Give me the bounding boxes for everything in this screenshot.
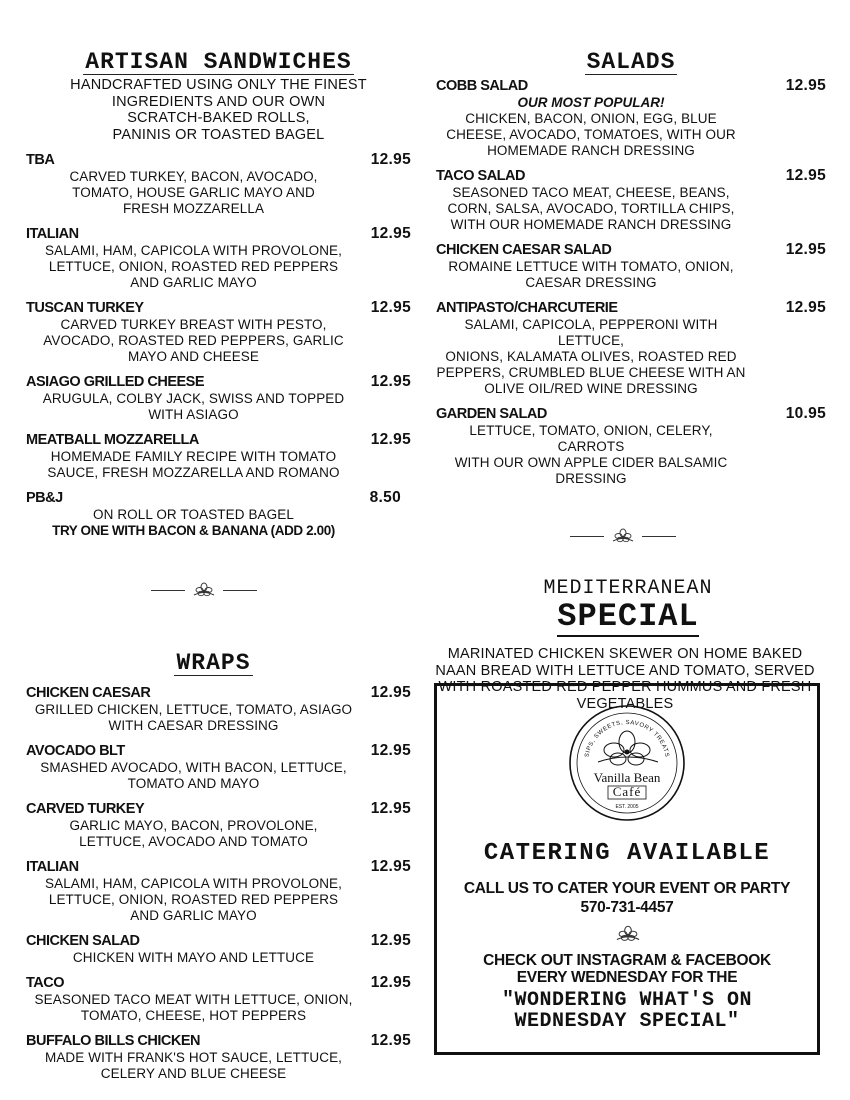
logo-name-line1: Vanilla Bean bbox=[593, 770, 661, 785]
item-price: 12.95 bbox=[370, 1032, 411, 1049]
item-price: 12.95 bbox=[370, 974, 411, 991]
item-price: 12.95 bbox=[370, 225, 411, 242]
description-line: SMASHED AVOCADO, WITH BACON, LETTUCE, bbox=[40, 760, 347, 775]
description-line: PEPPERS, CRUMBLED BLUE CHEESE WITH AN bbox=[436, 365, 746, 380]
item-description bbox=[26, 992, 411, 1024]
item-name: COBB SALAD bbox=[436, 78, 528, 94]
item-price: 8.50 bbox=[369, 489, 401, 506]
tagline-line: INGREDIENTS AND OUR OWN bbox=[111, 93, 326, 110]
description-line: SALAMI, HAM, CAPICOLA WITH PROVOLONE, bbox=[44, 876, 342, 891]
description-line: AVOCADO, ROASTED RED PEPPERS, GARLIC bbox=[43, 333, 344, 348]
right-column bbox=[436, 50, 826, 712]
item-name: TUSCAN TURKEY bbox=[26, 300, 144, 316]
description-line: VEGETABLES bbox=[576, 695, 674, 712]
salads-title-wrap bbox=[436, 50, 826, 75]
catering-call-line: CALL US TO CATER YOUR EVENT OR PARTY bbox=[463, 880, 791, 897]
item-description bbox=[436, 185, 826, 233]
item-description bbox=[26, 391, 411, 423]
item-price: 12.95 bbox=[370, 932, 411, 949]
description-line: SEASONED TACO MEAT, CHEESE, BEANS, bbox=[452, 185, 730, 200]
flower-ornament-icon bbox=[191, 581, 217, 599]
item-description bbox=[26, 818, 411, 850]
logo-name-line2: Café bbox=[612, 784, 642, 799]
item-name: MEATBALL MOZZARELLA bbox=[26, 432, 199, 448]
sandwiches-title: ARTISAN SANDWICHES bbox=[85, 49, 352, 75]
menu-item bbox=[436, 405, 826, 487]
logo-est: EST. 2005 bbox=[615, 804, 639, 810]
flower-ornament-icon bbox=[610, 527, 636, 545]
salad-list bbox=[436, 77, 826, 487]
wraps-title-wrap bbox=[26, 651, 411, 676]
item-name: CHICKEN CAESAR SALAD bbox=[436, 242, 612, 258]
description-line: CORN, SALSA, AVOCADO, TORTILLA CHIPS, bbox=[447, 201, 735, 216]
menu-item bbox=[26, 974, 411, 1024]
description-line: NAAN BREAD WITH LETTUCE AND TOMATO, SERVED bbox=[435, 662, 815, 679]
item-price: 12.95 bbox=[785, 241, 826, 258]
item-price: 12.95 bbox=[785, 299, 826, 316]
menu-item bbox=[436, 241, 826, 291]
description-line: GARLIC MAYO, BACON, PROVOLONE, bbox=[69, 818, 318, 833]
menu-item bbox=[26, 800, 411, 850]
catering-phone[interactable]: 570-731-4457 bbox=[580, 899, 674, 916]
item-name: TACO bbox=[26, 975, 65, 991]
description-line: HOMEMADE RANCH DRESSING bbox=[487, 143, 695, 158]
item-name: ANTIPASTO/CHARCUTERIE bbox=[436, 300, 618, 316]
description-line: LETTUCE, TOMATO, ONION, CELERY, CARROTS bbox=[469, 423, 713, 454]
menu-item bbox=[436, 299, 826, 397]
menu-item bbox=[26, 431, 411, 481]
description-line: WITH OUR HOMEMADE RANCH DRESSING bbox=[450, 217, 732, 232]
description-line: WITH OUR OWN APPLE CIDER BALSAMIC bbox=[454, 455, 728, 470]
item-price: 10.95 bbox=[785, 405, 826, 422]
menu-item bbox=[436, 77, 826, 159]
promo-line: "WONDERING WHAT'S ON bbox=[501, 989, 753, 1012]
item-price: 12.95 bbox=[370, 373, 411, 390]
popular-note: OUR MOST POPULAR! bbox=[517, 95, 665, 110]
item-price: 12.95 bbox=[370, 684, 411, 701]
promo-line: WEDNESDAY SPECIAL" bbox=[514, 1010, 740, 1033]
divider-line bbox=[223, 590, 257, 591]
item-description bbox=[26, 243, 411, 291]
special-title: SPECIAL bbox=[557, 598, 699, 635]
description-line: CARVED TURKEY, BACON, AVOCADO, bbox=[69, 169, 318, 184]
description-line: HOMEMADE FAMILY RECIPE WITH TOMATO bbox=[50, 449, 337, 464]
item-price: 12.95 bbox=[370, 299, 411, 316]
menu-item bbox=[26, 225, 411, 291]
item-name: CHICKEN CAESAR bbox=[26, 685, 151, 701]
item-price: 12.95 bbox=[785, 167, 826, 184]
item-name: GARDEN SALAD bbox=[436, 406, 547, 422]
description-line: AND GARLIC MAYO bbox=[130, 275, 257, 290]
item-price: 12.95 bbox=[370, 742, 411, 759]
menu-item bbox=[26, 1032, 411, 1082]
item-description bbox=[26, 169, 411, 217]
item-name: CARVED TURKEY bbox=[26, 801, 145, 817]
item-description bbox=[26, 760, 411, 792]
social-line: CHECK OUT INSTAGRAM & FACEBOOK bbox=[483, 952, 771, 969]
item-description bbox=[26, 702, 411, 734]
item-description bbox=[436, 259, 826, 291]
item-description bbox=[26, 507, 411, 523]
wraps-title: WRAPS bbox=[176, 650, 251, 676]
item-description bbox=[436, 423, 826, 487]
menu-item bbox=[26, 932, 411, 966]
description-line: AND GARLIC MAYO bbox=[130, 908, 257, 923]
description-line: LETTUCE, ONION, ROASTED RED PEPPERS bbox=[48, 259, 339, 274]
tagline-line: HANDCRAFTED USING ONLY THE FINEST bbox=[70, 77, 367, 93]
description-line: CHICKEN WITH MAYO AND LETTUCE bbox=[72, 950, 315, 965]
item-price: 12.95 bbox=[370, 800, 411, 817]
divider-line bbox=[570, 536, 604, 537]
menu-item bbox=[26, 373, 411, 423]
item-price: 12.95 bbox=[785, 77, 826, 94]
description-line: CHICKEN, BACON, ONION, EGG, BLUE bbox=[465, 111, 717, 126]
item-description bbox=[26, 1050, 411, 1082]
item-name: CHICKEN SALAD bbox=[26, 933, 140, 949]
description-line: ROMAINE LETTUCE WITH TOMATO, ONION, bbox=[448, 259, 734, 274]
description-line: SALAMI, CAPICOLA, PEPPERONI WITH LETTUCE, bbox=[464, 317, 718, 348]
social-promo bbox=[437, 952, 817, 986]
item-extra-offer: TRY ONE WITH BACON & BANANA (ADD 2.00) bbox=[52, 523, 335, 538]
item-description bbox=[26, 950, 411, 966]
description-line: TOMATO, HOUSE GARLIC MAYO AND bbox=[72, 185, 315, 200]
description-line: SEASONED TACO MEAT WITH LETTUCE, ONION, bbox=[34, 992, 353, 1007]
tagline-line: SCRATCH-BAKED ROLLS, bbox=[127, 110, 310, 126]
menu-item bbox=[26, 489, 411, 539]
description-line: LETTUCE, AVOCADO AND TOMATO bbox=[79, 834, 308, 849]
divider bbox=[26, 581, 411, 599]
description-line: GRILLED CHICKEN, LETTUCE, TOMATO, ASIAGO bbox=[34, 702, 353, 717]
catering-contact bbox=[437, 879, 817, 917]
tagline-line: PANINIS OR TOASTED BAGEL bbox=[112, 126, 325, 143]
sandwiches-tagline bbox=[26, 77, 411, 143]
description-line: DRESSING bbox=[555, 471, 627, 486]
description-line: WITH ASIAGO bbox=[148, 407, 239, 422]
description-line: CARVED TURKEY BREAST WITH PESTO, bbox=[60, 317, 327, 332]
description-line: WITH CAESAR DRESSING bbox=[108, 718, 279, 733]
special-subtitle: MEDITERRANEAN bbox=[543, 577, 713, 600]
description-line: MARINATED CHICKEN SKEWER ON HOME BAKED bbox=[447, 646, 803, 662]
item-description bbox=[436, 317, 826, 397]
item-name: TACO SALAD bbox=[436, 168, 525, 184]
special-title-wrap bbox=[436, 600, 820, 634]
menu-item bbox=[26, 299, 411, 365]
description-line: CAESAR DRESSING bbox=[525, 275, 657, 290]
description-line: WITH ROASTED RED PEPPER HUMMUS AND FRESH bbox=[438, 679, 812, 695]
item-description bbox=[436, 111, 826, 159]
sandwich-list bbox=[26, 151, 411, 539]
salads-title: SALADS bbox=[586, 49, 676, 75]
description-line: MAYO AND CHEESE bbox=[127, 349, 260, 364]
description-line: FRESH MOZZARELLA bbox=[122, 201, 265, 216]
catering-title: CATERING AVAILABLE bbox=[483, 840, 771, 867]
item-price: 12.95 bbox=[370, 431, 411, 448]
left-column bbox=[26, 50, 411, 1082]
description-line: SALAMI, HAM, CAPICOLA WITH PROVOLONE, bbox=[44, 243, 342, 258]
menu-item bbox=[26, 151, 411, 217]
divider bbox=[436, 527, 826, 545]
item-price: 12.95 bbox=[370, 858, 411, 875]
logo-arc-text: SIPS, SWEETS, SAVORY TREATS bbox=[584, 719, 670, 758]
description-line: TOMATO, CHEESE, HOT PEPPERS bbox=[80, 1008, 307, 1023]
description-line: TOMATO AND MAYO bbox=[127, 776, 260, 791]
description-line: CELERY AND BLUE CHEESE bbox=[100, 1066, 287, 1081]
item-name: ITALIAN bbox=[26, 859, 79, 875]
divider-line bbox=[151, 590, 185, 591]
item-name: BUFFALO BILLS CHICKEN bbox=[26, 1033, 200, 1049]
social-line: EVERY WEDNESDAY FOR THE bbox=[516, 969, 738, 986]
flower-ornament-icon bbox=[613, 924, 643, 944]
description-line: MADE WITH FRANK'S HOT SAUCE, LETTUCE, bbox=[44, 1050, 343, 1065]
item-name: PB&J bbox=[26, 490, 63, 506]
description-line: CHEESE, AVOCADO, TOMATOES, WITH OUR bbox=[446, 127, 736, 142]
item-price: 12.95 bbox=[370, 151, 411, 168]
item-name: TBA bbox=[26, 152, 55, 168]
vanilla-bean-cafe-logo bbox=[568, 704, 686, 822]
catering-box bbox=[434, 683, 820, 1055]
item-name: ITALIAN bbox=[26, 226, 79, 242]
item-description bbox=[26, 876, 411, 924]
description-line: ON ROLL OR TOASTED BAGEL bbox=[93, 507, 294, 522]
item-description bbox=[26, 317, 411, 365]
menu-item bbox=[436, 167, 826, 233]
item-name: ASIAGO GRILLED CHEESE bbox=[26, 374, 205, 390]
wrap-list bbox=[26, 684, 411, 1082]
menu-item bbox=[26, 684, 411, 734]
item-description bbox=[26, 449, 411, 481]
item-name: AVOCADO BLT bbox=[26, 743, 125, 759]
description-line: OLIVE OIL/RED WINE DRESSING bbox=[484, 381, 698, 396]
wednesday-special-promo bbox=[437, 990, 817, 1032]
description-line: LETTUCE, ONION, ROASTED RED PEPPERS bbox=[48, 892, 339, 907]
sandwiches-title-wrap bbox=[26, 50, 411, 75]
divider-line bbox=[642, 536, 676, 537]
menu-item bbox=[26, 742, 411, 792]
menu-item bbox=[26, 858, 411, 924]
description-line: ARUGULA, COLBY JACK, SWISS AND TOPPED bbox=[42, 391, 345, 406]
description-line: SAUCE, FRESH MOZZARELLA AND ROMANO bbox=[47, 465, 340, 480]
description-line: ONIONS, KALAMATA OLIVES, ROASTED RED bbox=[445, 349, 737, 364]
